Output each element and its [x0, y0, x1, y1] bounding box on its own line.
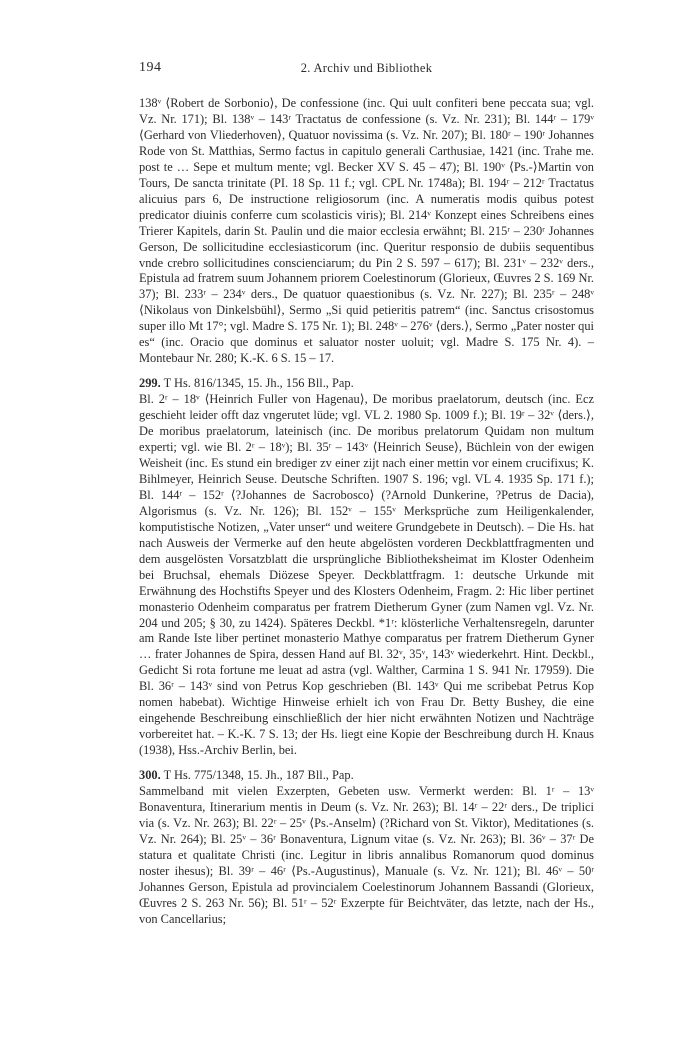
page-number: 194: [139, 60, 162, 75]
entry-heading: [139, 768, 594, 784]
entry-shelfmark: T Hs. 816/1345, 15. Jh., 156 Bll., Pap.: [163, 376, 354, 391]
entry-description: Bl. 2ʳ – 18ᵛ ⟨Heinrich Fuller von Hagenau⟩, De moribus praelatorum, deutsch (inc. Ecz geschieht leider offt daz vngerutet lüde; vgl. VL 2. 1980 Sp. 1009 f.); Bl. 19ʳ – 32ᵛ ⟨ders.⟩, De moribus praelatorum, lateinisch (inc. De moribus prelatorum Quidam non multum experti; vgl. wie Bl. 2ʳ – 18ᵛ); Bl. 35ʳ – 143ᵛ ⟨Heinrich Seuse⟩, Büchlein von der ewigen Weisheit (inc. Es stund ein brediger zv einer zijt nach einer mettin vor einem crucifixus; K. Bihlmeyer, Heinrich Seuse. Deutsche Schriften. 1907 S. 196; vgl. VL 4. 1935 Sp. 171 f.); Bl. 144ʳ – 152ʳ ⟨?Johannes de Sacrobosco⟩ (?Arnold Dunkerine, ?Petrus de Dacia), Algorismus (s. Vz. Nr. 126); Bl. 152ᵛ – 155ᵛ Merksprüche zum Heiligenkalender, komputistische Notizen, „Vater unser“ und weitere Grundgebete in Deutsch). – Die Hs. hat nach Ausweis der Vermerke auf den heute abgelösten vorderen Deckblattfragmenten und dem ausgelösten Vorsatzblatt die ursprüngliche Bibliotheksheimat im Kloster Odenheim bei Bruchsal, ehemals Diözese Speyer. Deckblattfragm. 1: deutsche Urkunde mit Erwähnung des Hochstifts Speyer und des Klosters Odenheim, Fragm. 2: Hic liber pertinet monasterio Odenheim comparatus per fratrem Dietherum Gyner (zum Namen vgl. Vz. Nr. 204 und 205; § 30, zu 1424). Späteres Deckbl. *1ʳ: klösterliche Verhaltensregeln, darunter am Rande Iste liber pertinet monasterio Mathye comparatus per fratrem Dietherum Gyner … frater Johannes de Spira, dessen Hand auf Bl. 32ᵛ, 35ᵛ, 143ᵛ wiederkehrt. Hint. Deckbl., Gedicht Si rota fortune me leuat ad astra (vgl. Walther, Carmina 1 S. 941 Nr. 17959). Die Bl. 36ʳ – 143ᵛ sind von Petrus Kop geschrieben (Bl. 143ᵛ Qui me scribebat Petrus Kop nomen habebat). Wichtige Hinweise erhielt ich von Frau Dr. Betty Bushey, die eine eingehende Beschreibung einschließlich der hier nicht erwähnten Notizen und Nachträge vorbereitet hat. – K.-K. 7 S. 13; der Hs. liegt eine Kopie der Beschreibung durch H. Knaus (1938), Hss.-Archiv Berlin, bei.: [139, 392, 594, 758]
entry-number: 300.: [139, 768, 161, 783]
catalog-entry-300: [139, 768, 594, 928]
page-body: [139, 96, 594, 928]
entry-shelfmark: T Hs. 775/1348, 15. Jh., 187 Bll., Pap.: [163, 768, 354, 783]
entry-heading: [139, 376, 594, 392]
entry-number: 299.: [139, 376, 161, 391]
page-header: [139, 60, 594, 80]
running-title: 2. Archiv und Bibliothek: [300, 61, 433, 75]
continuation-paragraph: 138ᵛ ⟨Robert de Sorbonio⟩, De confessione (inc. Qui uult confiteri bene peccata sua; vgl. Vz. Nr. 171); Bl. 138ᵛ – 143ʳ Tractatus de confessione (s. Vz. Nr. 231); Bl. 144ʳ – 179ᵛ ⟨Gerhard von Vliederhoven⟩, Quatuor novissima (s. Vz. Nr. 207); Bl. 180ʳ – 190ʳ Johannes Rode von St. Matthias, Sermo factus in capitulo generali Carthusiae, 1421 (inc. Trahe me. post te … Sepe et multum mente; vgl. Becker XV S. 45 – 47); Bl. 190ᵛ ⟨Ps.-⟩Martin von Tours, De sancta trinitate (PI. 18 Sp. 11 f.; vgl. CPL Nr. 1748a); Bl. 194ʳ – 212ʳ Tractatus alicuius pars 6, De instructione religiosorum (inc. A numeratis modis quibus potest predicator diuinis conferre cum scolasticis viris); Bl. 214ᵛ Konzept eines Schreibens eines Trierer Kapitels, darin St. Paulin und die maior ecclesia erwähnt; Bl. 215ʳ – 230ʳ Johannes Gerson, De sollicitudine ecclesiasticorum (inc. Queritur responsio de dubiis sequentibus vnde crebro sollicitudines conscienciarum; du Pin 2 S. 597 – 617); Bl. 231ᵛ – 232ᵛ ders., Epistula ad fratrem suum Johannem priorem Coelestinorum (Glorieux, Œuvres 2 S. 169 Nr. 37); Bl. 233ʳ – 234ᵛ ders., De quatuor quaestionibus (s. Vz. Nr. 227); Bl. 235ʳ – 248ᵛ ⟨Nikolaus von Dinkelsbühl⟩, Sermo „Si quid petieritis patrem“ (inc. Sanctus crisostomus super illo Mt 17°; vgl. Madre S. 175 Nr. 1); Bl. 248ᵛ – 276ᵛ ⟨ders.⟩, Sermo „Pater noster qui es“ (inc. Oracio que dominus et saluator noster uoluit; vgl. Madre S. 175 Nr. 4). – Montebaur Nr. 280; K.-K. 6 S. 15 – 17.: [139, 96, 594, 366]
catalog-entry-299: [139, 376, 594, 759]
entry-description: Sammelband mit vielen Exzerpten, Gebeten usw. Vermerkt werden: Bl. 1ʳ – 13ᵛ Bonaventura, Itinerarium mentis in Deum (s. Vz. Nr. 263); Bl. 14ʳ – 22ʳ ders., De triplici via (s. Vz. Nr. 263); Bl. 22ʳ – 25ᵛ ⟨Ps.-Anselm⟩ (?Richard von St. Viktor), Meditationes (s. Vz. Nr. 264); Bl. 25ᵛ – 36ʳ Bonaventura, Lignum vitae (s. Vz. Nr. 263); Bl. 36ᵛ – 37ʳ De statura et qualitate Christi (inc. Legitur in libris annalibus Romanorum quod dominus noster ihesus); Bl. 39ʳ – 46ʳ ⟨Ps.-Augustinus⟩, Manuale (s. Vz. Nr. 121); Bl. 46ᵛ – 50ʳ Johannes Gerson, Epistula ad provincialem Coelestinorum Johannem Bassandi (Glorieux, Œuvres 2 S. 263 Nr. 56); Bl. 51ʳ – 52ʳ Exzerpte für Beichtväter, das letzte, nach der Hs., von Cancellarius;: [139, 784, 594, 926]
